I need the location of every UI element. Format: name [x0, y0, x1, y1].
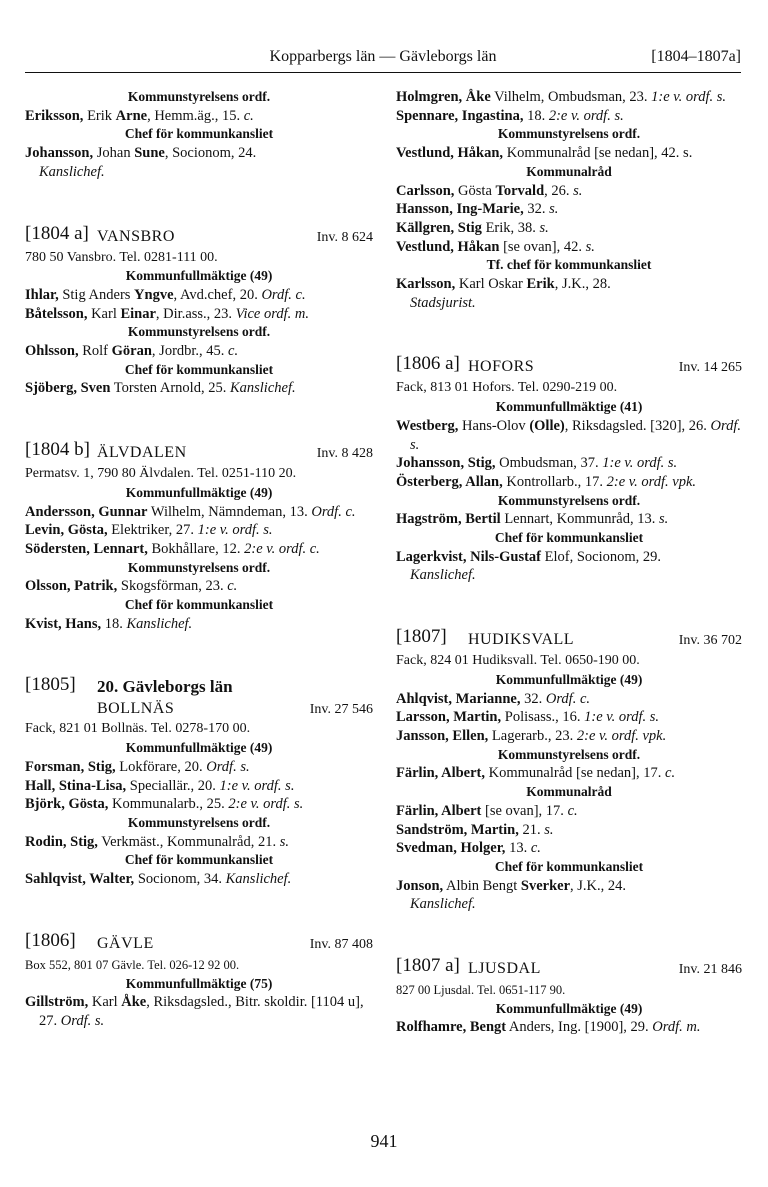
address: 827 00 Ljusdal. Tel. 0651-117 90.	[396, 983, 566, 998]
inhabitants: Inv. 87 408	[309, 936, 373, 952]
person-entry: Gillström, Karl Åke, Riksdagsled., Bitr. skoldir. [1104 u], 27. Ordf. s.	[25, 994, 364, 1029]
section-heading: Chef för kommunkansliet	[494, 530, 644, 546]
person-entry: Sahlqvist, Walter, Socionom, 34. Kanslichef.	[25, 871, 292, 888]
municipality-name: BOLLNÄS	[97, 700, 175, 718]
person-entry: Sjöberg, Sven Torsten Arnold, 25. Kanslichef.	[25, 380, 296, 397]
inhabitants: Inv. 8 624	[316, 229, 373, 245]
person-entry: Johansson, Johan Sune, Socionom, 24. Kanslichef.	[25, 145, 257, 180]
municipality-name: VANSBRO	[97, 227, 175, 245]
person-entry: Båtelsson, Karl Einar, Dir.ass., 23. Vice ordf. m.	[25, 305, 309, 322]
address: Fack, 813 01 Hofors. Tel. 0290-219 00.	[396, 380, 618, 396]
section-heading: Kommunalråd	[526, 784, 612, 800]
person-entry: Rolfhamre, Bengt Anders, Ing. [1900], 29. Ordf. m.	[396, 1019, 701, 1036]
person-entry: Olsson, Patrik, Skogsförman, 23. c.	[25, 578, 238, 595]
person-entry: Källgren, Stig Erik, 38. s.	[396, 219, 549, 236]
person-entry: Hansson, Ing-Marie, 32. s.	[396, 201, 559, 218]
person-entry: Karlsson, Karl Oskar Erik, J.K., 28. Stadsjurist.	[396, 276, 611, 311]
section-heading: Chef för kommunkansliet	[124, 597, 274, 613]
person-entry: Westberg, Hans-Olov (Olle), Riksdagsled. [320], 26. Ordf. s.	[396, 417, 742, 453]
inhabitants: Inv. 21 846	[678, 962, 742, 978]
section-heading: Kommunfullmäktige (75)	[125, 975, 273, 991]
person-entry: Hagström, Bertil Lennart, Kommunråd, 13. s.	[396, 511, 669, 528]
section-heading: Kommunfullmäktige (49)	[125, 740, 273, 756]
person-entry: Lagerkvist, Nils-Gustaf Elof, Socionom, 29. Kanslichef.	[396, 548, 662, 584]
county-heading	[25, 676, 373, 700]
person-entry: Södersten, Lennart, Bokhållare, 12. 2:e v. ordf. c.	[25, 540, 320, 557]
person-entry: Vestlund, Håkan [se ovan], 42. s.	[396, 238, 595, 255]
section-heading: Kommunfullmäktige (49)	[125, 268, 273, 284]
person-entry: Levin, Gösta, Elektriker, 27. 1:e v. ordf. s.	[25, 522, 273, 539]
person-entry: Kvist, Hans, 18. Kanslichef.	[25, 615, 193, 632]
section-heading: Chef för kommunkansliet	[124, 852, 274, 868]
section-heading: Kommunstyrelsens ordf.	[127, 89, 271, 104]
municipality-heading	[396, 355, 742, 379]
person-entry: Jonson, Albin Bengt Sverker, J.K., 24. Kanslichef.	[396, 877, 627, 913]
section-heading: Kommunstyrelsens ordf.	[497, 126, 641, 142]
municipality-code: [1806]	[25, 929, 76, 951]
section-heading: Kommunfullmäktige (49)	[125, 484, 273, 500]
municipality-heading	[25, 929, 373, 956]
municipality-code: [1804 b]	[25, 439, 90, 461]
municipality-code: [1804 a]	[25, 222, 89, 244]
section-heading: Kommunstyrelsens ordf.	[127, 559, 271, 575]
municipality-heading	[396, 628, 742, 652]
section-heading: Kommunstyrelsens ordf.	[497, 746, 641, 762]
person-entry: Vestlund, Håkan, Kommunalråd [se nedan], 42. s.	[396, 145, 693, 162]
person-entry: Hall, Stina-Lisa, Speciallär., 20. 1:e v. ordf. s.	[25, 777, 295, 794]
person-entry: Carlsson, Gösta Torvald, 26. s.	[396, 182, 583, 199]
inhabitants: Inv. 36 702	[678, 633, 742, 649]
right-column	[396, 88, 742, 1037]
section-heading: Kommunstyrelsens ordf.	[127, 324, 271, 340]
municipality-name: LJUSDAL	[468, 960, 541, 978]
section-heading: Kommunalråd	[526, 163, 612, 179]
person-entry: Österberg, Allan, Kontrollarb., 17. 2:e v. ordf. vpk.	[396, 473, 697, 490]
person-entry: Rodin, Stig, Verkmäst., Kommunalråd, 21. s.	[25, 833, 289, 850]
section-heading: Chef för kommunkansliet	[494, 858, 644, 874]
municipality-name: HOFORS	[468, 358, 535, 376]
person-entry: Björk, Gösta, Kommunalarb., 25. 2:e v. ordf. s.	[25, 796, 304, 813]
address: Fack, 821 01 Bollnäs. Tel. 0278-170 00.	[25, 721, 251, 737]
address: 780 50 Vansbro. Tel. 0281-111 00.	[25, 249, 218, 265]
inhabitants: Inv. 8 428	[316, 446, 373, 462]
address: Box 552, 801 07 Gävle. Tel. 026-12 92 00.	[25, 957, 240, 972]
section-heading: Kommunfullmäktige (41)	[495, 399, 643, 415]
section-heading: Chef för kommunkansliet	[124, 361, 274, 377]
municipality-name: ÄLVDALEN	[97, 444, 187, 462]
person-entry: Ihlar, Stig Anders Yngve, Avd.chef, 20. Ordf. c.	[25, 286, 306, 303]
municipality-heading	[396, 957, 742, 981]
municipality-heading	[25, 700, 373, 720]
header-title: Kopparbergs län — Gävleborgs län	[269, 48, 497, 65]
person-entry: Eriksson, Erik Arne, Hemm.äg., 15. c.	[25, 107, 254, 124]
municipality-code: [1807]	[396, 626, 447, 648]
person-entry: Johansson, Stig, Ombudsman, 37. 1:e v. ordf. s.	[396, 455, 678, 472]
section-heading: Chef för kommunkansliet	[124, 126, 274, 142]
section-heading: Kommunstyrelsens ordf.	[127, 814, 271, 830]
inhabitants: Inv. 27 546	[309, 702, 373, 718]
person-entry: Färlin, Albert [se ovan], 17. c.	[396, 802, 578, 819]
person-entry: Svedman, Holger, 13. c.	[396, 840, 541, 857]
page-number: 941	[370, 1131, 398, 1151]
county-title: 20. Gävleborgs län	[97, 677, 233, 697]
person-entry: Larsson, Martin, Polisass., 16. 1:e v. ordf. s.	[396, 709, 660, 726]
municipality-name: HUDIKSVALL	[468, 631, 575, 649]
person-entry: Jansson, Ellen, Lagerarb., 23. 2:e v. ordf. vpk.	[396, 727, 667, 744]
municipality-name: GÄVLE	[97, 934, 154, 952]
person-entry: Ohlsson, Rolf Göran, Jordbr., 45. c.	[25, 343, 239, 360]
person-entry: Forsman, Stig, Lokförare, 20. Ordf. s.	[25, 758, 250, 775]
address: Fack, 824 01 Hudiksvall. Tel. 0650-190 00.	[396, 653, 640, 669]
person-entry: Spennare, Ingastina, 18. 2:e v. ordf. s.	[396, 107, 624, 124]
section-heading: Kommunfullmäktige (49)	[495, 1000, 643, 1016]
running-header	[25, 46, 741, 73]
inhabitants: Inv. 14 265	[678, 360, 742, 376]
municipality-code: [1805]	[25, 674, 76, 696]
section-heading: Tf. chef för kommunkansliet	[486, 257, 652, 273]
header-range: [1804–1807a]	[651, 48, 741, 65]
municipality-code: [1806 a]	[396, 353, 460, 375]
section-heading: Kommunstyrelsens ordf.	[497, 492, 641, 508]
municipality-heading	[25, 441, 373, 465]
address: Permatsv. 1, 790 80 Älvdalen. Tel. 0251-110 20.	[25, 466, 297, 482]
municipality-heading	[25, 222, 373, 249]
person-entry: Sandström, Martin, 21. s.	[396, 821, 554, 838]
section-heading: Kommunfullmäktige (49)	[495, 671, 643, 687]
person-entry: Holmgren, Åke Vilhelm, Ombudsman, 23. 1:e v. ordf. s.	[396, 89, 727, 105]
person-entry: Andersson, Gunnar Wilhelm, Nämndeman, 13. Ordf. c.	[25, 503, 356, 520]
person-entry: Ahlqvist, Marianne, 32. Ordf. c.	[396, 690, 591, 707]
person-entry: Färlin, Albert, Kommunalråd [se nedan], 17. c.	[396, 765, 676, 782]
left-column	[25, 88, 373, 1031]
municipality-code: [1807 a]	[396, 955, 460, 977]
